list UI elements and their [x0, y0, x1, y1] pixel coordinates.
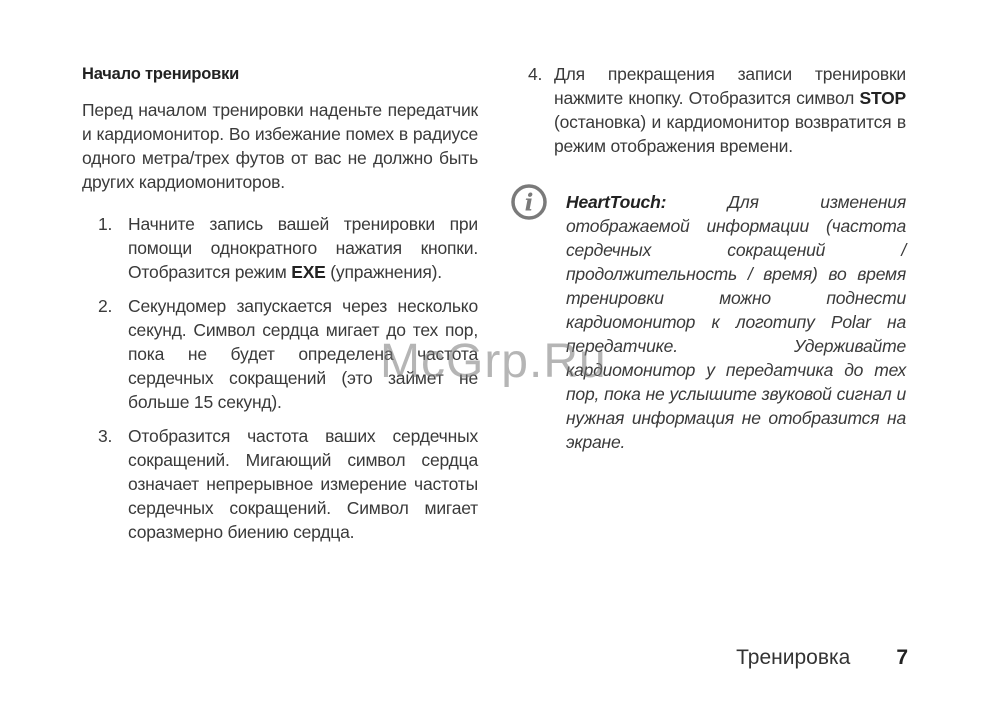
- step-number: 1.: [98, 214, 113, 234]
- steps-list-right: [528, 62, 906, 158]
- list-item: [528, 62, 906, 158]
- section-heading: Начало тренировки: [82, 65, 240, 83]
- right-column: [524, 62, 906, 454]
- step-number: 4.: [528, 64, 543, 84]
- info-icon-glyph: i: [524, 189, 534, 217]
- step-text: Секундомер запускается через несколько секунд. Символ сердца мигает до тех пор, пока не будет определена частота сердечных сокращений (это займет не больше 15 секунд).: [128, 296, 478, 412]
- step-text: Для прекращения записи тренировки нажмите кнопку. Отобразится символ: [554, 64, 906, 108]
- intro-paragraph: Перед началом тренировки наденьте передатчик и кардиомонитор. Во избежание помех в радиусе одного метра/трех футов от вас не должно быть других кардиомониторов.: [82, 100, 478, 192]
- list-item: [82, 424, 478, 544]
- note-title: HeartTouch:: [566, 192, 667, 212]
- info-icon: [510, 183, 548, 221]
- list-item: [82, 212, 478, 284]
- note-text: [566, 190, 906, 454]
- left-column: [82, 62, 478, 554]
- step-number: 2.: [98, 296, 113, 316]
- footer-section: Тренировка: [736, 646, 851, 669]
- step-number: 3.: [98, 426, 113, 446]
- watermark: McGrp.Ru: [380, 335, 607, 388]
- note-body: Для изменения отображаемой информации (частота сердечных сокращений / продолжительность / время) во время тренировки можно поднести кардиомонитор к логотипу Polar на передатчике. Удерживайте кардиомонитор у передатчика до тех пор, пока не услышите звуковой сигнал и нужная информация не отобразится на экране.: [566, 192, 906, 452]
- step-text: Отобразится частота ваших сердечных сокращений. Мигающий символ сердца означает непрерывное измерение частоты сердечных сокращений. Символ мигает соразмерно биению сердца.: [128, 426, 478, 542]
- info-note: [524, 189, 906, 454]
- step-bold-term: STOP: [859, 88, 906, 108]
- step-text: Начните запись вашей тренировки при помощи однократного нажатия кнопки. Отобразится режим: [128, 214, 478, 282]
- page-footer: [736, 644, 908, 672]
- step-text-end: (остановка) и кардиомонитор возвратится в режим отображения времени.: [554, 112, 906, 156]
- step-text-end: (упражнения).: [325, 262, 442, 282]
- page-number: 7: [896, 646, 908, 669]
- step-bold-term: EXE: [291, 262, 326, 282]
